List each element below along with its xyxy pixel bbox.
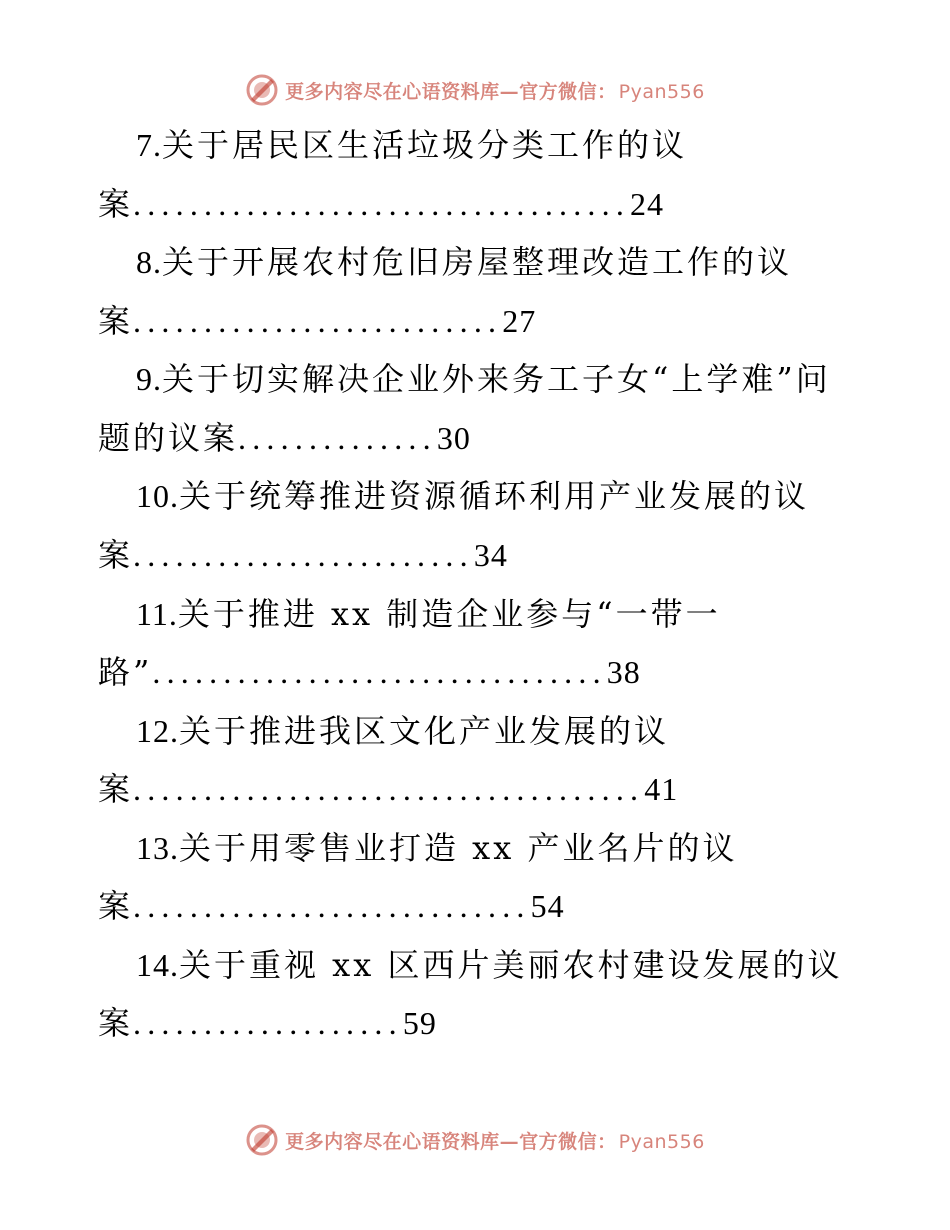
toc-item-8-leader: 案..........................27 (98, 302, 537, 340)
banner-text: 更多内容尽在心语资料库—官方微信： Pyan556 (285, 80, 705, 103)
footer-watermark-banner (0, 1120, 950, 1160)
toc-item-13-leader: 案............................54 (98, 887, 565, 925)
toc-item-8-page: 27 (502, 303, 537, 339)
toc-item-12-page: 41 (644, 771, 679, 807)
pen-logo-icon (245, 73, 279, 107)
banner-wechat-id: Pyan556 (618, 80, 705, 103)
toc-item-12-leader: 案....................................41 (98, 770, 679, 808)
toc-item-14-leader: 案...................59 (98, 1004, 437, 1042)
toc-item-11-title: 11.关于推进 xx 制造企业参与“一带一 (136, 595, 721, 633)
toc-item-11-page: 38 (606, 654, 641, 690)
toc-item-9-page: 30 (436, 420, 471, 456)
toc-item-9-title: 9.关于切实解决企业外来务工子女“上学难”问 (136, 360, 831, 398)
toc-item-7-leader: 案...................................24 (98, 185, 665, 223)
toc-item-7-title: 7.关于居民区生活垃圾分类工作的议 (136, 126, 688, 164)
toc-item-14-page: 59 (402, 1005, 437, 1041)
toc-item-9-leader: 题的议案..............30 (98, 419, 471, 457)
toc-item-14-title: 14.关于重视 xx 区西片美丽农村建设发展的议 (136, 946, 843, 984)
toc-item-7-page: 24 (630, 186, 665, 222)
toc-item-10-title: 10.关于统筹推进资源循环利用产业发展的议 (136, 477, 810, 515)
pen-logo-icon (245, 1123, 279, 1157)
toc-item-13-title: 13.关于用零售业打造 xx 产业名片的议 (136, 829, 738, 867)
toc-item-10-leader: 案........................34 (98, 536, 508, 574)
toc-item-12-title: 12.关于推进我区文化产业发展的议 (136, 712, 670, 750)
toc-item-8-title: 8.关于开展农村危旧房屋整理改造工作的议 (136, 243, 793, 281)
header-watermark-banner (0, 70, 950, 110)
toc-item-13-page: 54 (530, 888, 565, 924)
banner-wechat-id: Pyan556 (618, 1130, 705, 1153)
banner-text: 更多内容尽在心语资料库—官方微信： Pyan556 (285, 1130, 705, 1153)
toc-item-10-page: 34 (473, 537, 508, 573)
toc-item-11-leader: 路”................................38 (98, 653, 641, 691)
